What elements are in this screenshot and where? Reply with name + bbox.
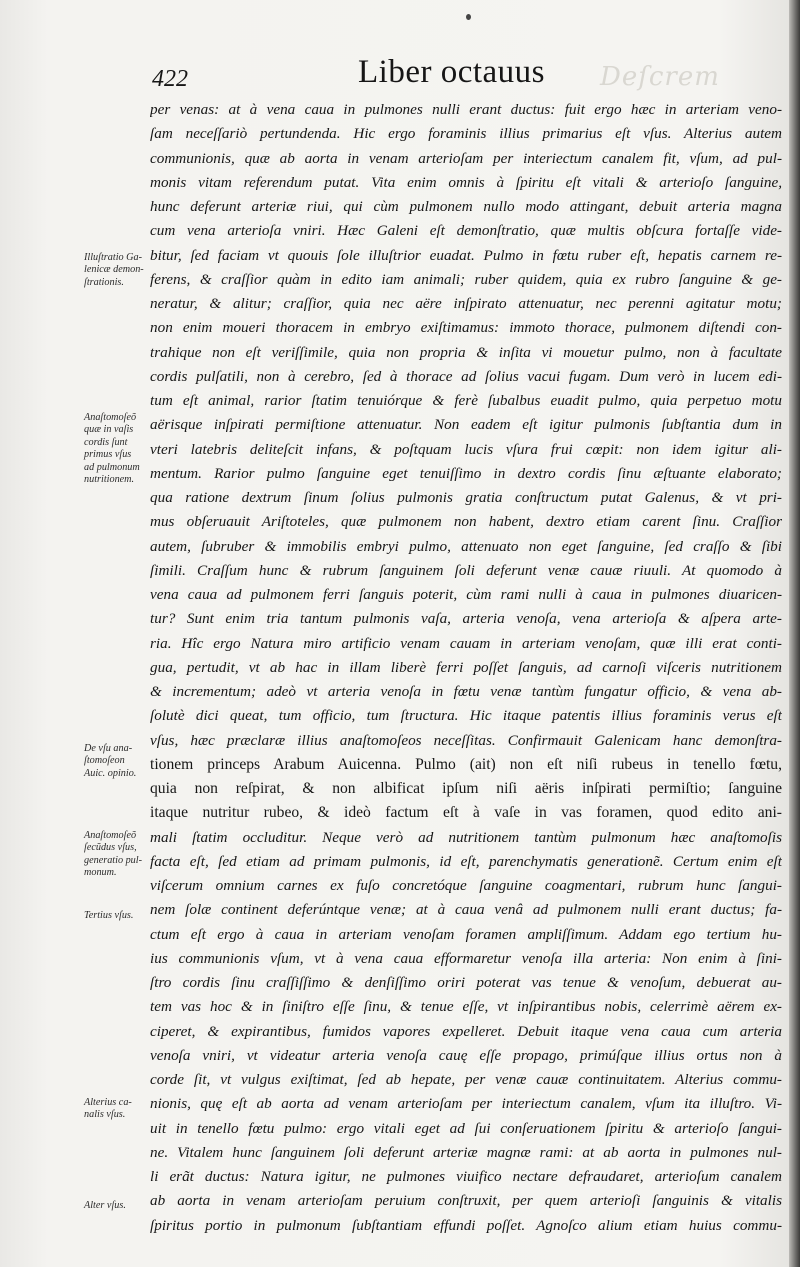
- text-line: ria. Hîc ergo Natura miro artificio venam cauam in arteriam venoſam, quæ illi erat conti-: [150, 634, 782, 652]
- page-number: 422: [152, 66, 188, 92]
- text-line: & incrementum; adeò vt arteria venoſa in fœtu venæ tantùm fungatur officio, & vena ab-: [150, 683, 782, 700]
- sidenote-line: ſecũdus vſus,: [84, 842, 137, 854]
- text-line: ſimili. Craſſum hunc & rubrum ſanguinem ſoli deferunt venæ cauæ riuuli. At quomodo à: [150, 561, 782, 579]
- sidenote-tertius: [84, 910, 133, 922]
- text-line: ſam neceſſariò pertundenda. Hic ergo foraminis illius primarius eſt vſus. Alterius autem: [150, 125, 782, 143]
- text-line: ſtro cordis ſinu craſſiſſimo & denſiſſimo oriri poterat vas tenue & venoſum, debuerat au-: [150, 974, 782, 991]
- text-line: cum vena arterioſa vniri. Hæc Galeni eſt demonſtratio, quæ multis obſcura fortaſſe vide-: [150, 222, 782, 240]
- text-line: ferens, & craſſior quàm in edito iam animali; ruber quidem, quia ex rubro ſanguine & ge-: [150, 270, 782, 288]
- sidenote-line: ſtrationis.: [84, 276, 124, 288]
- text-line: communionis, quæ ab aorta in venam arterioſam per interiectum canalem fit, vſum, ad pul-: [150, 149, 782, 167]
- text-line: ſolutè dici queat, tum officio, tum ſtructura. Hic itaque patentis illius foraminis verus eſt: [150, 707, 782, 725]
- sidenote-line: lenicæ demon-: [84, 264, 144, 276]
- sidenote-line: primus vſus: [84, 449, 132, 461]
- sidenote-line: nalis vſus.: [84, 1109, 126, 1121]
- text-line: ne. Vitalem hunc ſanguinem ſoli deferunt arteriæ magnæ rami: at ab aorta in pulmones nul-: [150, 1143, 782, 1161]
- text-line: cordis pulſatili, non à cerebro, ſed à thorace ad ſolius vacui fugam. Dum verò in lucem edi-: [150, 367, 782, 385]
- sidenote-line: quæ in vaſis: [84, 424, 134, 436]
- body-text: [150, 98, 782, 1238]
- sidenote-line: ad pulmonum: [84, 461, 140, 473]
- text-line: qua ratione dextrum ſinum ſolius pulmonis gratia conſtructum putat Galenus, & vt pri-: [150, 489, 782, 506]
- sidenote-line: Anaſtomoſeõ: [84, 830, 137, 841]
- text-line: ab aorta in venam arterioſam peruium conſtruxit, per quem arterioſi ſanguinis & vitalis: [150, 1192, 782, 1210]
- text-line: aërisque inſpirati permiſtione attenuatur. Non eadem eſt igitur pulmonis ſubſtantia dum in: [150, 416, 782, 434]
- text-line: tionem princeps Arabum Auicenna. Pulmo (ait) non eſt niſi rubeus in tenello fœtu,: [150, 755, 782, 773]
- sidenote-anastomoseon-primus: [84, 412, 140, 486]
- text-line: facta eſt, ſed etiam ad primam pulmonis, id eſt, parenchymatis generationẽ. Certum enim eſt: [150, 852, 782, 870]
- text-line: ius communionis vſum, vt à vena caua efformaretur venoſa illa arteria: Non enim à ſini-: [150, 949, 782, 967]
- sidenote-line: cordis ſunt: [84, 436, 128, 448]
- text-line: li erãt ductus: Natura igitur, ne pulmones viuifico nectare defraudaret, arterioſum canalem: [150, 1168, 782, 1185]
- text-line: autem, ſubruber & immobilis embryi pulmo, attenuato non eget ſanguine, ſed craſſo & ſibi: [150, 537, 782, 555]
- text-line: ciperet, & expirantibus, fumidos vapores expelleret. Debuit itaque vena caua cum arteria: [150, 1022, 782, 1040]
- sidenote-line: monum.: [84, 867, 117, 879]
- text-line: mus obſeruauit Ariſtoteles, quæ pulmonem non habent, dextro etiam carent ſinu. Craſſior: [150, 513, 782, 531]
- text-line: non enim moueri thoracem in embryo exiſtimamus: immoto thorace, pulmonem diſtendi con-: [150, 319, 782, 337]
- text-line: neratur, & alitur; craſſior, quia nec aëre inſpirato attenuatur, nec perenni agitatur motu;: [150, 295, 782, 312]
- sidenote-line: Tertius vſus.: [84, 910, 134, 921]
- text-line: mali ſtatim occluditur. Neque verò ad nutritionem tantùm pulmonum hæc anaſtomoſis: [150, 828, 782, 846]
- text-line: itaque nutritur rubeo, & ideò factum eſt à vaſe in vas foramen, quod edito ani-: [150, 804, 782, 822]
- sidenote-line: nutritionem.: [84, 474, 135, 486]
- text-line: trahique non eſt veriſſimile, quia non propria & inſita vi mouetur pulmo, non à facultate: [150, 343, 782, 361]
- sidenote-secundus: [84, 830, 142, 880]
- text-line: monis vitam referendum putat. Vita enim omnis à ſpiritu eſt vitali & arterioſo ſanguine,: [150, 173, 782, 191]
- page-gutter-shadow: [789, 0, 800, 1267]
- ink-speck: [466, 14, 471, 20]
- bleed-through-text: Deſcrem: [600, 62, 720, 92]
- text-line: vſus, hæc præclaræ illius anaſtomoſeos neceſſitas. Confirmauit Galenicam hanc demonſtra-: [150, 731, 782, 749]
- text-line: nem ſolæ continent deferúntque venæ; at à caua venâ ad pulmonem nulli erant ductus; fa-: [150, 901, 782, 919]
- text-line: tum eſt animal, rarior ſtatim tenuiórque & ferè ſubalbus euadit pulmo, quia perpetuo motu: [150, 392, 782, 409]
- sidenote-illustratio: [84, 252, 144, 289]
- text-line: tem vas hoc & in ſiniſtro eſſe ſinu, & tenue eſſe, vt inſpirantibus nobis, celerrimè aërem ex-: [150, 998, 782, 1016]
- text-line: corde ſit, vt vulgus exiſtimat, ſed ab hepate, per venæ cauæ continuitatem. Alterius commu-: [150, 1071, 782, 1088]
- sidenote-alter-usus: [84, 1200, 126, 1212]
- text-line: ctum eſt ergo à caua in arteriam venoſam foramen ampliſſimum. Addam ego tertium hu-: [150, 925, 782, 943]
- sidenote-auicenna: [84, 743, 136, 780]
- sidenote-line: Illuſtratio Ga-: [84, 252, 143, 263]
- sidenote-line: generatio pul-: [84, 854, 143, 866]
- text-line: venoſa vniri, vt videatur arteria venoſa cauę eſſe propago, primúſque illius ortus non à: [150, 1046, 782, 1064]
- sidenote-line: De vſu ana-: [84, 743, 133, 754]
- sidenote-line: Alterius ca-: [84, 1097, 132, 1108]
- text-line: ſpiritus portio in pulmonum ſubſtantiam effundi poſſet. Agnoſco alium etiam huius commu-: [150, 1216, 782, 1234]
- running-title: Liber octauus: [358, 54, 546, 90]
- text-line: vena caua ad pulmonem ferri ſanguis poterit, cùm rami nulli à caua in pulmones diuaricen-: [150, 586, 782, 603]
- sidenote-alterius-canalis: [84, 1097, 132, 1122]
- text-line: bitur, ſed faciam vt quouis ſole illuſtrior euadat. Pulmo in fœtu ruber eſt, hepatis carnem re-: [150, 246, 782, 264]
- text-line: per venas: at à vena caua in pulmones nulli erant ductus: fuit ergo hæc in arteriam veno-: [150, 101, 782, 118]
- text-line: vteri latebris deliteſcit infans, & poſtquam lucis vſura frui cœpit: non idem igitur ali-: [150, 440, 782, 458]
- text-line: nionis, quę eſt ab aorta ad venam arterioſam per interiectum canalem, vſum ita illuſtro. Vi-: [150, 1095, 782, 1113]
- text-line: hunc deferunt arteriæ riui, qui cùm pulmonem nullo modo attingant, debuit arteria magna: [150, 198, 782, 215]
- text-line: mentum. Rarior pulmo ſanguine eget tenuiſſimo in dextro cordis ſinu æſtuante elaborato;: [150, 464, 782, 482]
- sidenote-line: Alter vſus.: [84, 1200, 126, 1211]
- sidenote-line: Auic. opinio.: [84, 767, 137, 779]
- text-line: viſcerum omnium carnes ex fuſo concretóque ſanguine coagmentari, rubrum hunc ſangui-: [150, 877, 782, 894]
- sidenote-line: ſtomoſeon: [84, 755, 125, 767]
- text-line: uit in tenello fœtu pulmo: ergo vitali eget ad ſui conſeruationem ſpiritu & arterioſo ſangui-: [150, 1119, 782, 1137]
- text-line: quia non reſpirat, & non albificat ipſum niſi aëris inſpirati permiſtio; ſanguine: [150, 780, 782, 797]
- text-line: gua, pertudit, vt ab hac in illam liberè ferri poſſet ſanguis, ad carnoſi viſceris nutritionem: [150, 658, 782, 676]
- sidenote-line: Anaſtomoſeõ: [84, 412, 137, 423]
- text-line: tur? Sunt enim tria tantum pulmonis vaſa, arteria venoſa, vena arterioſa & aſpera arte-: [150, 610, 782, 628]
